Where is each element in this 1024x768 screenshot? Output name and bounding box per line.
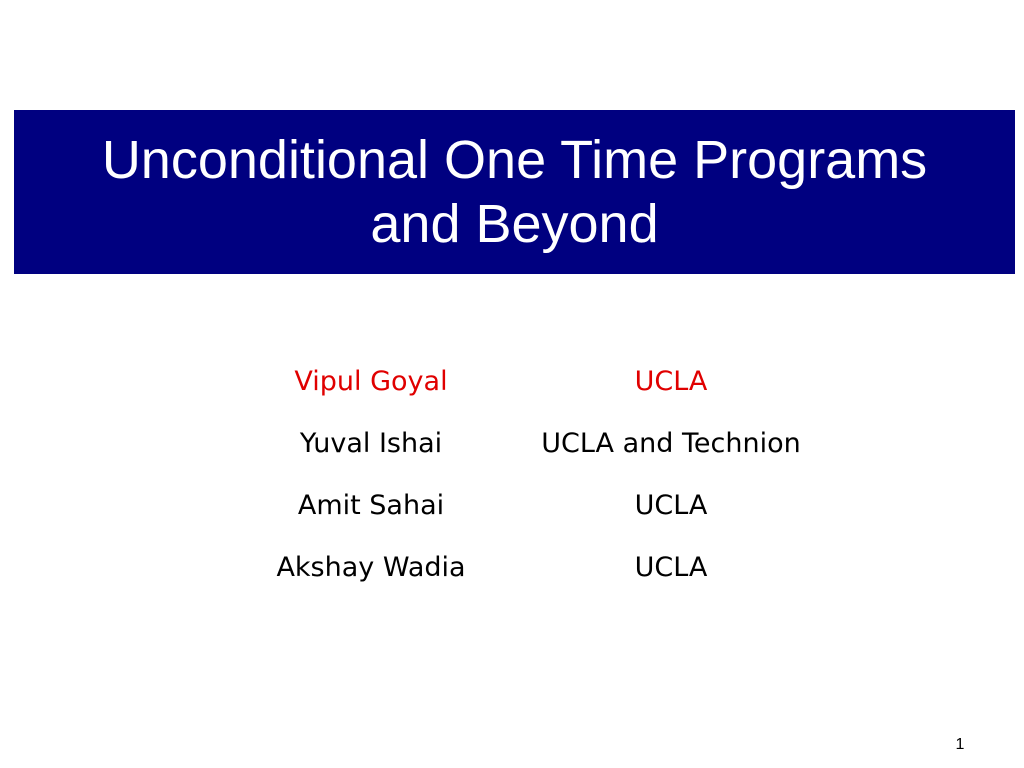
- author-name: Yuval Ishai: [299, 427, 443, 459]
- author-row: [240, 474, 840, 536]
- author-row: [240, 412, 840, 474]
- author-name: Amit Sahai: [297, 489, 445, 521]
- author-name: Akshay Wadia: [276, 551, 466, 583]
- author-affiliation: UCLA and Technion: [541, 427, 801, 459]
- title-line-1: Unconditional One Time Programs: [101, 130, 928, 190]
- author-table: [240, 350, 840, 598]
- author-affiliation: UCLA: [634, 551, 708, 583]
- title-line-2: and Beyond: [370, 194, 659, 254]
- author-row: [240, 536, 840, 598]
- page-number: 1: [955, 736, 965, 753]
- title-banner: [14, 110, 1015, 274]
- author-affiliation: UCLA: [634, 489, 708, 521]
- author-name: Vipul Goyal: [294, 365, 448, 397]
- slide-title: [25, 128, 1005, 256]
- author-affiliation: UCLA: [634, 365, 708, 397]
- author-row-presenter: [240, 350, 840, 412]
